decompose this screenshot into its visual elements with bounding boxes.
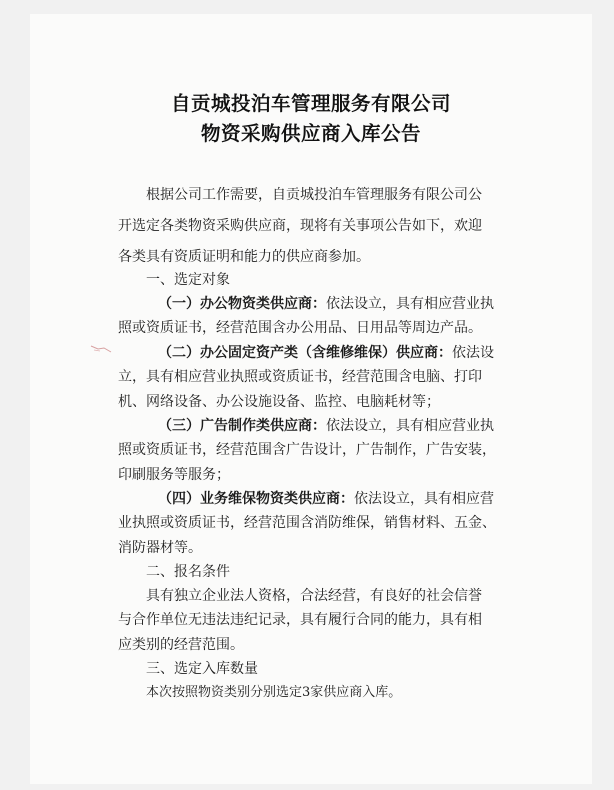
section-3-line: 本次按照物资类别分别选定3家供应商入库。: [146, 685, 402, 700]
intro-line-2: 开选定各类物资采购供应商，现将有关事项公告如下，欢迎: [118, 218, 482, 234]
category-1-line-2: 照或资质证书，经营范围含办公用品、日用品等周边产品。: [118, 320, 482, 336]
section-2-line-2: 与合作单位无违法违纪记录，具有履行合同的能力，具有相: [118, 612, 482, 628]
category-4-text: 依法设立，具有相应营: [354, 491, 494, 507]
category-2-line-2: 立，具有相应营业执照或资质证书，经营范围含电脑、打印: [118, 369, 482, 385]
category-4-label: （四）业务维保物资类供应商：: [158, 491, 354, 507]
category-4-line-3: 消防器材等。: [118, 540, 202, 556]
intro-line-3: 各类具有资质证明和能力的供应商参加。: [118, 249, 370, 265]
category-4-first-line: [158, 491, 558, 508]
intro-line-1: 根据公司工作需要，自贡城投泊车管理服务有限公司公: [146, 187, 482, 203]
title-line-2: 物资采购供应商入库公告: [200, 122, 421, 145]
section-1-heading: 一、选定对象: [146, 272, 230, 288]
category-2-first-line: [158, 345, 558, 362]
category-3-line-3: 印刷服务等服务；: [118, 467, 230, 483]
category-3-first-line: [158, 418, 558, 435]
category-2-label: （二）办公固定资产类（含维修维保）供应商：: [158, 345, 452, 361]
ink-mark: [90, 344, 112, 354]
title-line-1: 自贡城投泊车管理服务有限公司: [170, 92, 451, 115]
category-3-label: （三）广告制作类供应商：: [158, 418, 326, 434]
category-3-line-2: 照或资质证书，经营范围含广告设计，广告制作，广告安装，: [118, 442, 496, 458]
category-1-label: （一）办公物资类供应商：: [158, 296, 326, 312]
section-2-heading: 二、报名条件: [146, 564, 230, 580]
section-2-line-3: 应类别的经营范围。: [118, 637, 244, 653]
category-3-text: 依法设立，具有相应营业执: [326, 418, 494, 434]
category-1-first-line: [158, 296, 558, 313]
category-4-line-2: 业执照或资质证书，经营范围含消防维保，销售材料、五金、: [118, 515, 496, 531]
section-3-heading: 三、选定入库数量: [146, 661, 258, 677]
document-page: [30, 14, 592, 784]
category-1-text: 依法设立，具有相应营业执: [326, 296, 494, 312]
category-2-text: 依法设: [452, 345, 494, 361]
category-2-line-3: 机、网络设备、办公设施设备、监控、电脑耗材等；: [118, 394, 440, 410]
section-2-line-1: 具有独立企业法人资格，合法经营，有良好的社会信誉: [146, 588, 482, 604]
